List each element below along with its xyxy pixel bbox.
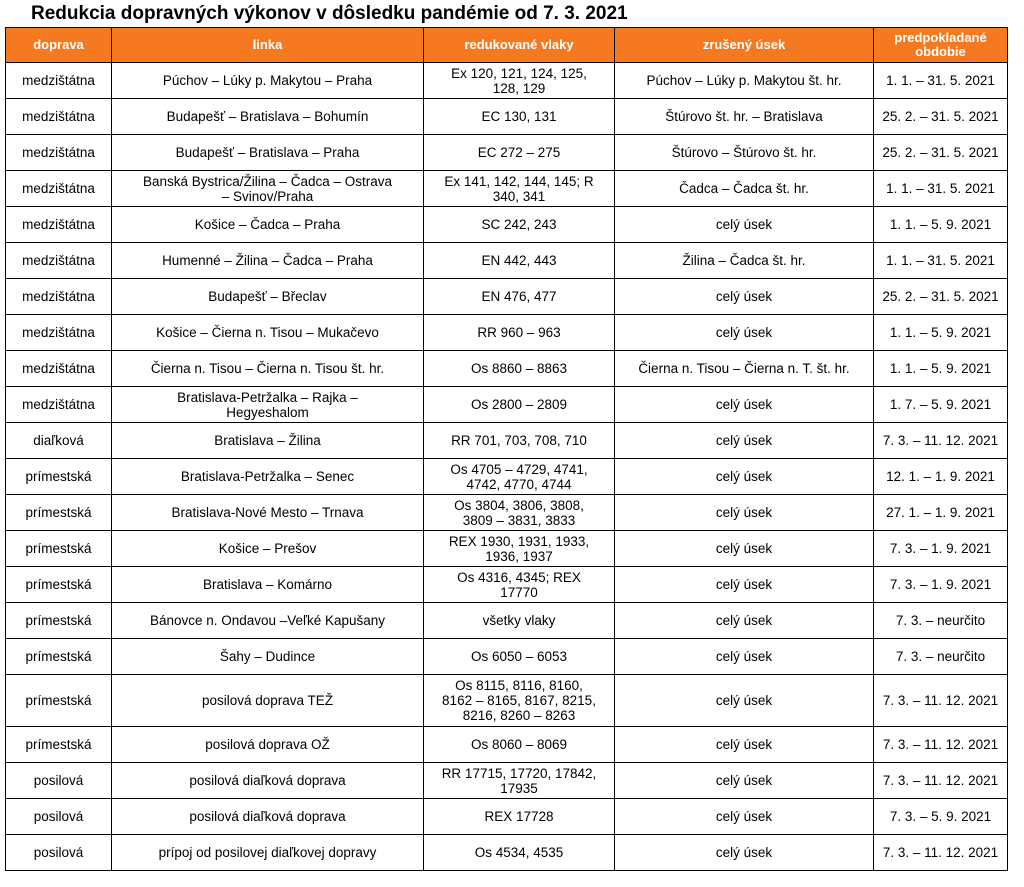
cell-usek-text: celý úsek — [715, 809, 773, 824]
cell-doprava-text: medzištátna — [22, 217, 95, 232]
cell-doprava — [6, 459, 112, 495]
cell-doprava-text: medzištátna — [22, 73, 95, 88]
cell-usek — [615, 387, 874, 423]
cell-obdobie-text: 27. 1. – 1. 9. 2021 — [886, 505, 995, 520]
cell-obdobie-text: 1. 1. – 31. 5. 2021 — [886, 253, 995, 268]
cell-obdobie — [874, 727, 1008, 763]
table-body — [6, 63, 1008, 871]
table-row — [6, 207, 1008, 243]
cell-vlaky — [424, 207, 615, 243]
cell-linka-text: Bratislava-Petržalka – Senec — [180, 469, 355, 484]
table-row — [6, 675, 1008, 727]
cell-vlaky-text: REX 17728 — [484, 809, 554, 824]
cell-vlaky — [424, 835, 615, 871]
cell-linka-text: Košice – Prešov — [218, 541, 317, 556]
cell-doprava-text: prímestská — [25, 577, 92, 592]
cell-linka-text: Púchov – Lúky p. Makytou – Praha — [162, 73, 373, 88]
cell-usek-text: Štúrovo – Štúrovo št. hr. — [671, 145, 817, 160]
cell-vlaky-text: Os 2800 – 2809 — [470, 397, 568, 412]
cell-obdobie — [874, 351, 1008, 387]
cell-obdobie — [874, 387, 1008, 423]
cell-linka — [112, 835, 424, 871]
cell-obdobie — [874, 531, 1008, 567]
cell-obdobie-text: 7. 3. – neurčito — [895, 649, 986, 664]
cell-usek — [615, 63, 874, 99]
cell-linka-text: posilová doprava TEŽ — [201, 693, 334, 708]
cell-obdobie — [874, 171, 1008, 207]
cell-usek — [615, 135, 874, 171]
cell-obdobie-text: 1. 7. – 5. 9. 2021 — [889, 397, 992, 412]
cell-obdobie — [874, 495, 1008, 531]
table-row — [6, 531, 1008, 567]
cell-obdobie — [874, 639, 1008, 675]
table-row — [6, 351, 1008, 387]
cell-doprava — [6, 63, 112, 99]
cell-vlaky-text: RR 701, 703, 708, 710 — [451, 433, 587, 448]
cell-doprava — [6, 835, 112, 871]
cell-usek-text: Štúrovo št. hr. – Bratislava — [665, 109, 823, 124]
cell-usek — [615, 603, 874, 639]
cell-vlaky — [424, 567, 615, 603]
cell-obdobie — [874, 675, 1008, 727]
cell-usek — [615, 99, 874, 135]
cell-linka — [112, 639, 424, 675]
cell-vlaky — [424, 531, 615, 567]
cell-usek-text: celý úsek — [715, 433, 773, 448]
cell-obdobie-text: 12. 1. – 1. 9. 2021 — [886, 469, 995, 484]
cell-obdobie-text: 7. 3. – 11. 12. 2021 — [882, 737, 999, 752]
cell-usek-text: celý úsek — [715, 845, 773, 860]
cell-linka — [112, 799, 424, 835]
header-obdobie-label: predpokladané obdobie — [894, 30, 987, 59]
cell-vlaky — [424, 675, 615, 727]
cell-obdobie-text: 7. 3. – 1. 9. 2021 — [889, 577, 992, 592]
table-row — [6, 603, 1008, 639]
cell-vlaky-text: Os 8115, 8116, 8160, 8162 – 8165, 8167, 8215, 8216, 8260 – 8263 — [442, 678, 596, 723]
cell-obdobie-text: 7. 3. – 11. 12. 2021 — [882, 773, 999, 788]
cell-usek-text: celý úsek — [715, 693, 773, 708]
cell-vlaky-text: REX 1930, 1931, 1933, 1936, 1937 — [448, 533, 590, 564]
table-row — [6, 459, 1008, 495]
cell-linka — [112, 351, 424, 387]
cell-usek-text: celý úsek — [715, 397, 773, 412]
cell-doprava — [6, 207, 112, 243]
cell-linka-text: Košice – Čadca – Praha — [194, 217, 341, 232]
cell-linka — [112, 531, 424, 567]
header-doprava: doprava — [6, 28, 112, 63]
cell-usek-text: celý úsek — [715, 737, 773, 752]
cell-doprava — [6, 315, 112, 351]
table-row — [6, 63, 1008, 99]
cell-doprava-text: prímestská — [25, 737, 92, 752]
cell-vlaky — [424, 459, 615, 495]
cell-vlaky — [424, 423, 615, 459]
cell-linka — [112, 727, 424, 763]
cell-vlaky-text: RR 17715, 17720, 17842, 17935 — [441, 765, 597, 796]
cell-linka-text: prípoj od posilovej diaľkovej dopravy — [158, 845, 377, 860]
cell-obdobie — [874, 279, 1008, 315]
cell-vlaky — [424, 279, 615, 315]
cell-linka-text: Bratislava – Žilina — [214, 433, 321, 448]
cell-obdobie — [874, 763, 1008, 799]
cell-doprava-text: posilová — [33, 809, 84, 824]
table-row — [6, 639, 1008, 675]
cell-doprava — [6, 423, 112, 459]
cell-vlaky-text: všetky vlaky — [482, 613, 556, 628]
cell-doprava-text: medzištátna — [22, 253, 95, 268]
cell-linka — [112, 171, 424, 207]
table-row — [6, 799, 1008, 835]
cell-vlaky — [424, 603, 615, 639]
cell-linka — [112, 387, 424, 423]
cell-linka-text: Bratislava-Petržalka – Rajka – Hegyeshalom — [177, 389, 358, 420]
cell-obdobie — [874, 315, 1008, 351]
cell-obdobie-text: 1. 1. – 31. 5. 2021 — [886, 73, 995, 88]
cell-linka — [112, 763, 424, 799]
cell-linka-text: Humenné – Žilina – Čadca – Praha — [162, 253, 373, 268]
cell-usek — [615, 423, 874, 459]
cell-linka — [112, 315, 424, 351]
cell-vlaky-text: Os 3804, 3806, 3808, 3809 – 3831, 3833 — [454, 497, 584, 528]
cell-obdobie-text: 7. 3. – 11. 12. 2021 — [882, 693, 999, 708]
cell-linka-text: Bratislava-Nové Mesto – Trnava — [171, 505, 364, 520]
cell-usek — [615, 835, 874, 871]
cell-doprava — [6, 727, 112, 763]
cell-vlaky-text: EN 476, 477 — [481, 289, 557, 304]
cell-vlaky-text: EN 442, 443 — [481, 253, 557, 268]
cell-vlaky-text: Ex 120, 121, 124, 125, 128, 129 — [451, 65, 587, 96]
cell-usek-text: Žilina – Čadca št. hr. — [682, 253, 806, 268]
cell-vlaky-text: Os 4534, 4535 — [474, 845, 564, 860]
cell-doprava — [6, 243, 112, 279]
cell-linka-text: Budapešť – Bratislava – Bohumín — [166, 109, 369, 124]
cell-linka-text: Šahy – Dudince — [219, 649, 316, 664]
reduction-table — [5, 27, 1008, 871]
cell-doprava-text: medzištátna — [22, 361, 95, 376]
cell-linka-text: posilová diaľková doprava — [189, 809, 346, 824]
cell-doprava-text: posilová — [33, 773, 84, 788]
cell-doprava — [6, 351, 112, 387]
cell-usek-text: celý úsek — [715, 773, 773, 788]
cell-obdobie — [874, 459, 1008, 495]
cell-vlaky-text: EC 272 – 275 — [477, 145, 561, 160]
cell-doprava-text: medzištátna — [22, 145, 95, 160]
cell-doprava-text: prímestská — [25, 613, 92, 628]
cell-usek — [615, 531, 874, 567]
cell-linka-text: Bánovce n. Ondavou –Veľké Kapušany — [149, 613, 386, 628]
cell-vlaky — [424, 63, 615, 99]
cell-obdobie — [874, 799, 1008, 835]
cell-doprava — [6, 639, 112, 675]
cell-obdobie — [874, 835, 1008, 871]
cell-linka — [112, 495, 424, 531]
cell-vlaky-text: SC 242, 243 — [481, 217, 557, 232]
cell-obdobie-text: 25. 2. – 31. 5. 2021 — [882, 109, 999, 124]
cell-doprava-text: medzištátna — [22, 397, 95, 412]
cell-vlaky-text: Ex 141, 142, 144, 145; R 340, 341 — [444, 173, 594, 204]
cell-doprava — [6, 675, 112, 727]
cell-obdobie-text: 1. 1. – 5. 9. 2021 — [889, 325, 992, 340]
cell-usek — [615, 799, 874, 835]
cell-vlaky — [424, 243, 615, 279]
cell-usek — [615, 459, 874, 495]
cell-obdobie — [874, 243, 1008, 279]
cell-obdobie — [874, 567, 1008, 603]
cell-doprava — [6, 135, 112, 171]
cell-doprava — [6, 603, 112, 639]
cell-doprava-text: diaľková — [33, 433, 84, 448]
cell-vlaky-text: Os 6050 – 6053 — [470, 649, 568, 664]
cell-linka — [112, 567, 424, 603]
cell-obdobie — [874, 207, 1008, 243]
cell-usek — [615, 315, 874, 351]
table-row — [6, 99, 1008, 135]
cell-vlaky — [424, 135, 615, 171]
cell-linka-text: Košice – Čierna n. Tisou – Mukačevo — [156, 325, 379, 340]
cell-usek-text: celý úsek — [715, 577, 773, 592]
cell-usek-text: Čierna n. Tisou – Čierna n. T. št. hr. — [638, 361, 850, 376]
document-title: Redukcia dopravných výkonov v dôsledku pandémie od 7. 3. 2021 — [31, 3, 628, 24]
table-row — [6, 279, 1008, 315]
cell-obdobie-text: 7. 3. – neurčito — [895, 613, 986, 628]
cell-doprava — [6, 799, 112, 835]
cell-usek — [615, 763, 874, 799]
cell-obdobie — [874, 63, 1008, 99]
table-row — [6, 135, 1008, 171]
cell-doprava-text: prímestská — [25, 649, 92, 664]
cell-linka — [112, 423, 424, 459]
cell-obdobie-text: 1. 1. – 5. 9. 2021 — [889, 361, 992, 376]
cell-vlaky-text: Os 4316, 4345; REX 17770 — [457, 569, 581, 600]
cell-doprava-text: medzištátna — [22, 109, 95, 124]
cell-usek-text: celý úsek — [715, 541, 773, 556]
cell-usek — [615, 171, 874, 207]
cell-linka — [112, 459, 424, 495]
cell-vlaky — [424, 387, 615, 423]
table-row — [6, 387, 1008, 423]
cell-obdobie-text: 25. 2. – 31. 5. 2021 — [882, 145, 999, 160]
table-row — [6, 567, 1008, 603]
cell-usek — [615, 495, 874, 531]
cell-doprava — [6, 171, 112, 207]
cell-vlaky — [424, 315, 615, 351]
cell-usek-text: Čadca – Čadca št. hr. — [679, 181, 809, 196]
cell-doprava — [6, 495, 112, 531]
cell-usek-text: celý úsek — [715, 325, 773, 340]
cell-vlaky — [424, 351, 615, 387]
cell-usek-text: celý úsek — [715, 505, 773, 520]
cell-obdobie-text: 7. 3. – 11. 12. 2021 — [882, 433, 999, 448]
cell-linka — [112, 675, 424, 727]
cell-linka — [112, 243, 424, 279]
cell-linka-text: Čierna n. Tisou – Čierna n. Tisou št. hr. — [150, 361, 385, 376]
cell-usek — [615, 639, 874, 675]
cell-usek-text: celý úsek — [715, 469, 773, 484]
cell-vlaky-text: Os 8860 – 8863 — [470, 361, 568, 376]
cell-vlaky — [424, 727, 615, 763]
cell-doprava — [6, 387, 112, 423]
header-linka: linka — [112, 28, 424, 63]
cell-obdobie-text: 7. 3. – 11. 12. 2021 — [882, 845, 999, 860]
table-row — [6, 171, 1008, 207]
cell-linka-text: Bratislava – Komárno — [202, 577, 333, 592]
header-vlaky: redukované vlaky — [424, 28, 615, 63]
cell-usek — [615, 675, 874, 727]
table-row — [6, 763, 1008, 799]
cell-doprava — [6, 531, 112, 567]
cell-vlaky — [424, 799, 615, 835]
cell-obdobie — [874, 99, 1008, 135]
cell-vlaky-text: Os 8060 – 8069 — [470, 737, 568, 752]
cell-vlaky-text: RR 960 – 963 — [477, 325, 561, 340]
cell-doprava-text: medzištátna — [22, 289, 95, 304]
cell-obdobie-text: 1. 1. – 31. 5. 2021 — [886, 181, 995, 196]
cell-doprava-text: medzištátna — [22, 181, 95, 196]
cell-linka — [112, 207, 424, 243]
cell-doprava-text: prímestská — [25, 541, 92, 556]
cell-obdobie — [874, 423, 1008, 459]
cell-doprava-text: posilová — [33, 845, 84, 860]
cell-doprava-text: prímestská — [25, 693, 92, 708]
cell-vlaky — [424, 171, 615, 207]
cell-vlaky — [424, 99, 615, 135]
cell-usek-text: celý úsek — [715, 613, 773, 628]
cell-linka-text: Budapešť – Břeclav — [208, 289, 327, 304]
cell-usek — [615, 351, 874, 387]
cell-obdobie-text: 7. 3. – 1. 9. 2021 — [889, 541, 992, 556]
cell-vlaky — [424, 639, 615, 675]
cell-usek-text: celý úsek — [715, 289, 773, 304]
cell-usek — [615, 567, 874, 603]
cell-doprava — [6, 567, 112, 603]
table-header — [6, 28, 1008, 63]
cell-doprava-text: prímestská — [25, 505, 92, 520]
table-row — [6, 835, 1008, 871]
cell-linka-text: Budapešť – Bratislava – Praha — [175, 145, 360, 160]
table-row — [6, 423, 1008, 459]
table-row — [6, 727, 1008, 763]
cell-obdobie-text: 1. 1. – 5. 9. 2021 — [889, 217, 992, 232]
header-obdobie — [874, 28, 1008, 63]
cell-obdobie-text: 7. 3. – 5. 9. 2021 — [889, 809, 992, 824]
cell-usek-text: Púchov – Lúky p. Makytou št. hr. — [646, 73, 842, 88]
table-row — [6, 315, 1008, 351]
cell-usek — [615, 279, 874, 315]
cell-vlaky — [424, 763, 615, 799]
cell-usek — [615, 207, 874, 243]
cell-linka — [112, 279, 424, 315]
cell-linka-text: Banská Bystrica/Žilina – Čadca – Ostrava – Svinov/Praha — [142, 173, 393, 204]
cell-linka — [112, 63, 424, 99]
cell-obdobie — [874, 603, 1008, 639]
cell-linka — [112, 99, 424, 135]
cell-vlaky-text: EC 130, 131 — [481, 109, 557, 124]
cell-vlaky — [424, 495, 615, 531]
cell-doprava — [6, 279, 112, 315]
cell-usek — [615, 243, 874, 279]
table-row — [6, 495, 1008, 531]
cell-doprava — [6, 763, 112, 799]
cell-linka — [112, 135, 424, 171]
table-row — [6, 243, 1008, 279]
cell-usek-text: celý úsek — [715, 649, 773, 664]
cell-linka-text: posilová doprava OŽ — [205, 737, 330, 752]
cell-obdobie-text: 25. 2. – 31. 5. 2021 — [882, 289, 999, 304]
cell-doprava — [6, 99, 112, 135]
cell-doprava-text: prímestská — [25, 469, 92, 484]
cell-usek-text: celý úsek — [715, 217, 773, 232]
cell-linka-text: posilová diaľková doprava — [189, 773, 346, 788]
cell-vlaky-text: Os 4705 – 4729, 4741, 4742, 4770, 4744 — [450, 461, 588, 492]
cell-obdobie — [874, 135, 1008, 171]
cell-doprava-text: medzištátna — [22, 325, 95, 340]
header-usek: zrušený úsek — [615, 28, 874, 63]
cell-linka — [112, 603, 424, 639]
header-row — [6, 28, 1008, 63]
cell-usek — [615, 727, 874, 763]
